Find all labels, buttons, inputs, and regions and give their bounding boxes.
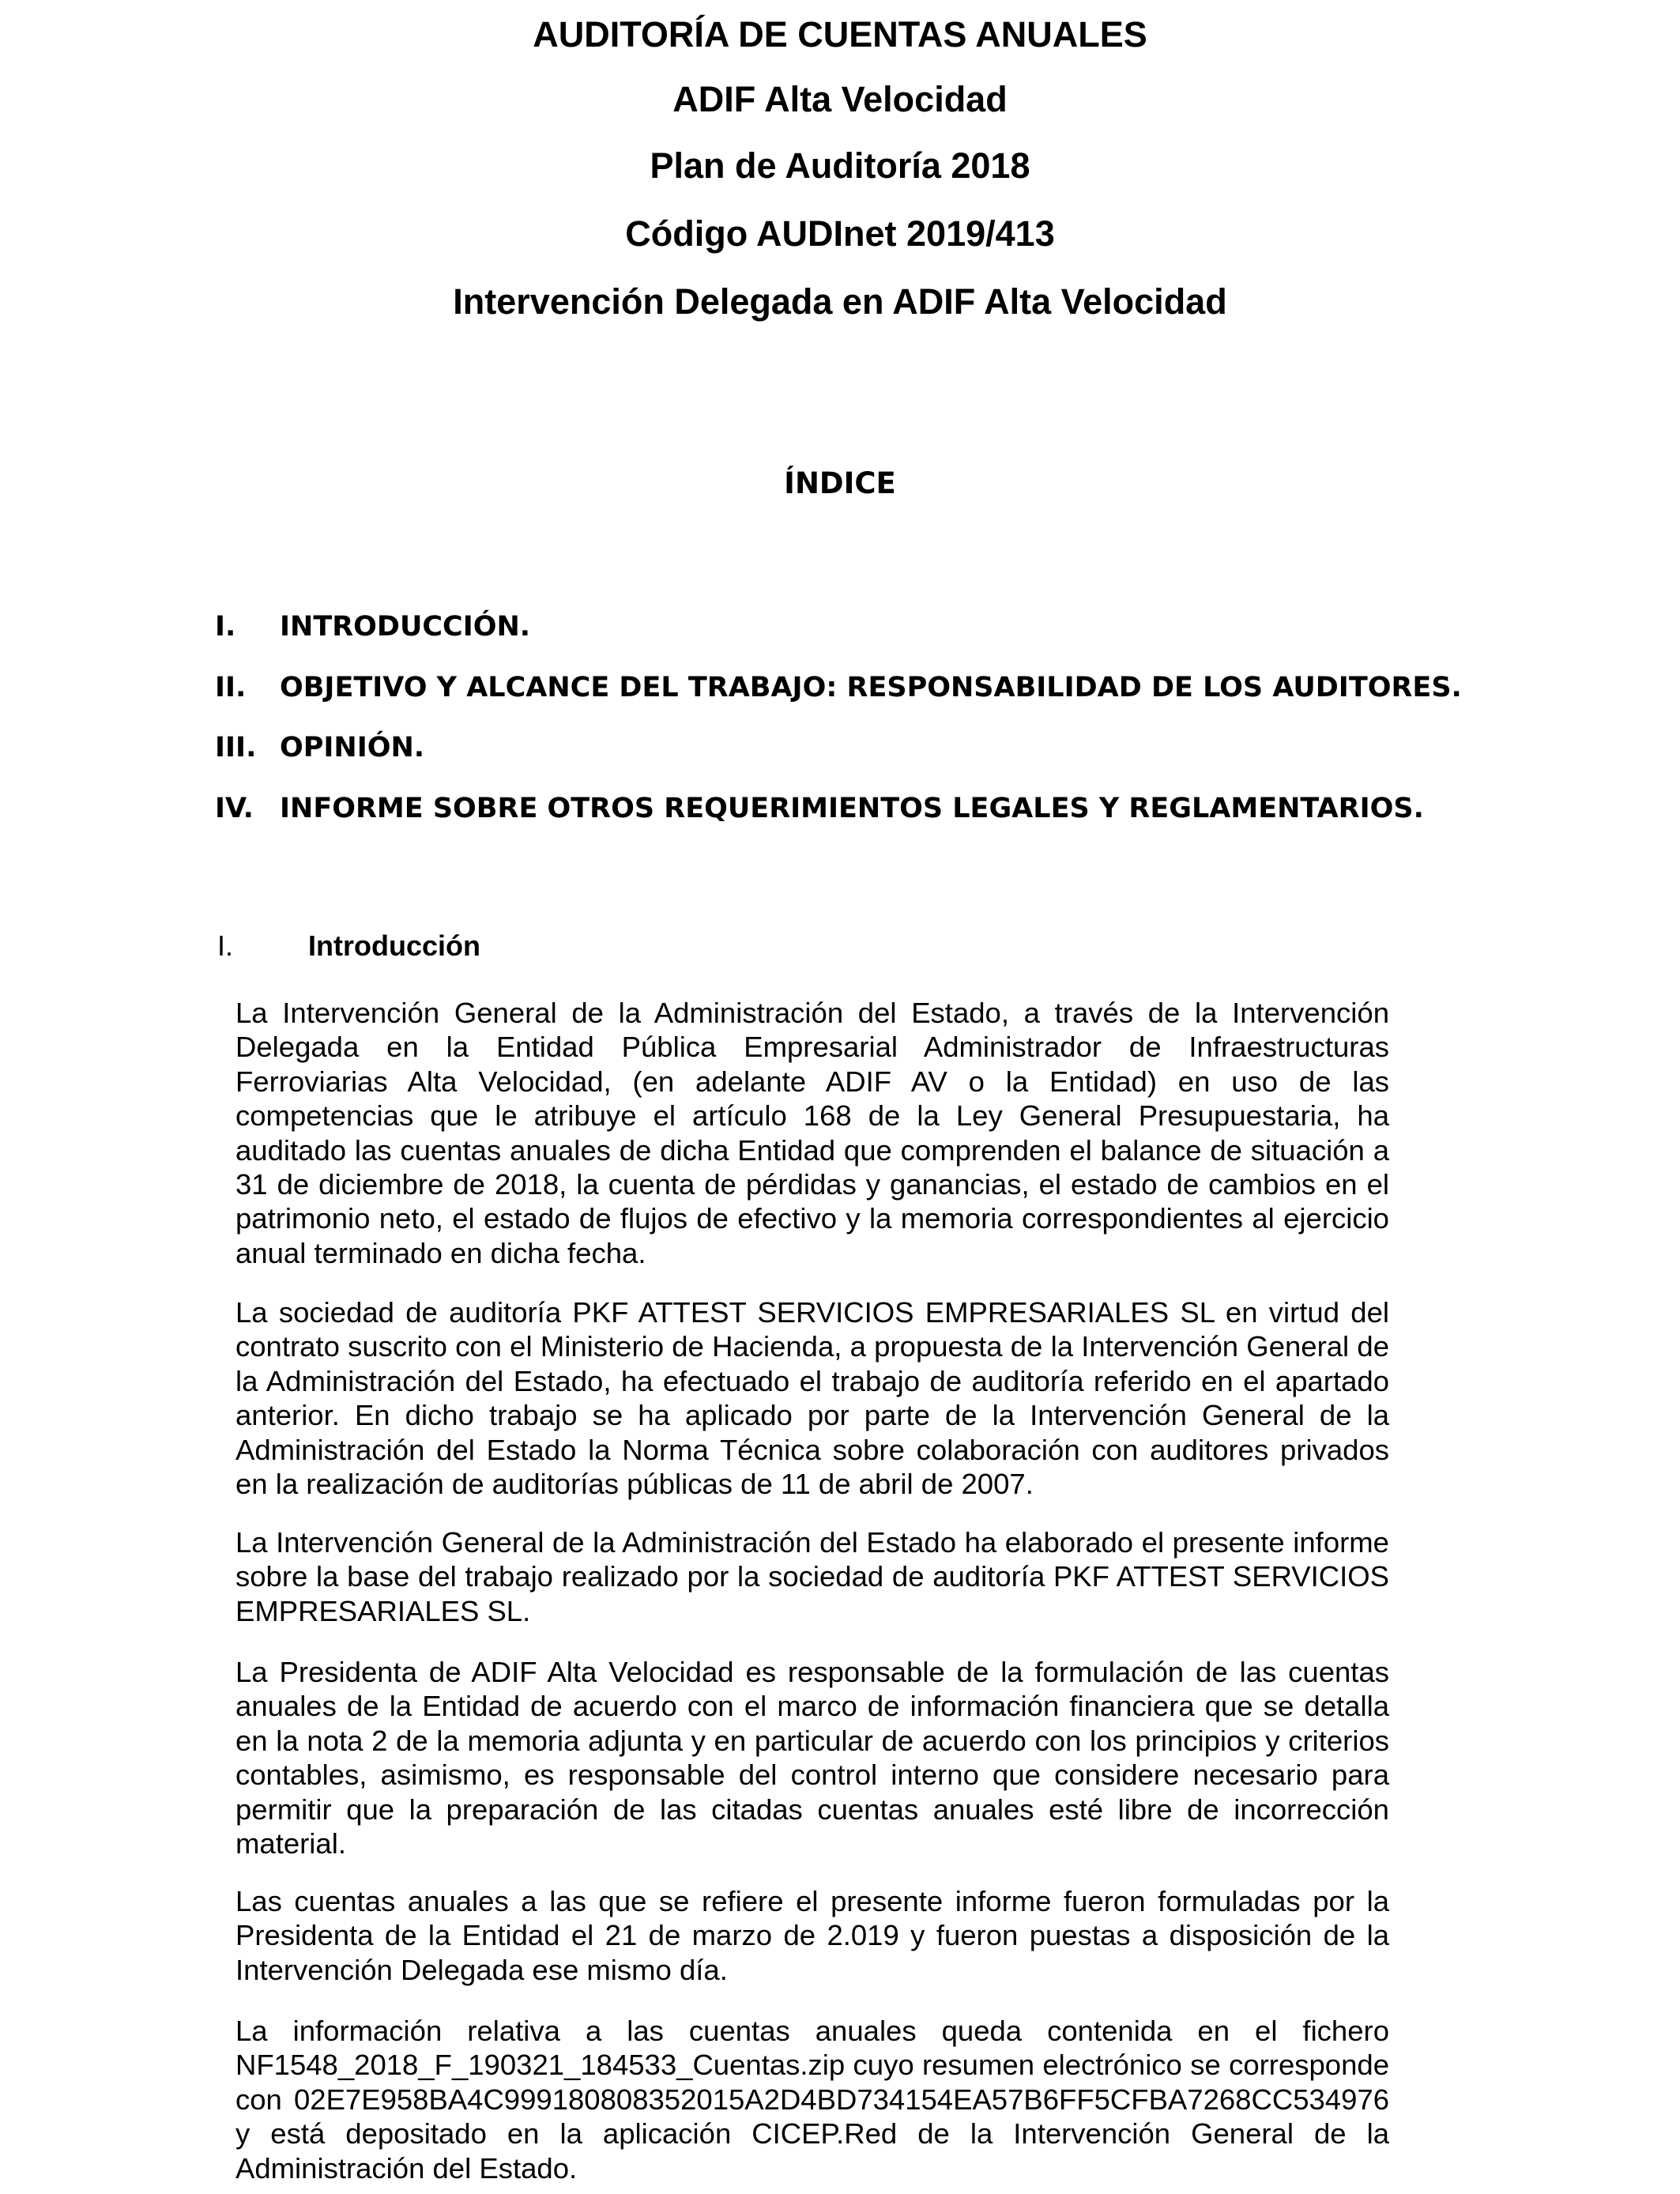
paragraph: La información relativa a las cuentas anuales queda contenida en el fichero NF1548_2018_F_190321_184533_Cuentas.zip cuyo resumen electrónico se corresponde con 02E7E958BA4C999180808352015A2D4BD734154EA57B6FF5CFBA7268CC534976 y está depositado en la aplicación CICEP.Red de la Intervención General de la Administración del Estado. <box>235 2015 1389 2185</box>
toc-item-label: OBJETIVO Y ALCANCE DEL TRABAJO: RESPONSABILIDAD DE LOS AUDITORES. <box>280 672 1462 703</box>
document-title: AUDITORÍA DE CUENTAS ANUALES <box>533 14 1147 55</box>
index-title: ÍNDICE <box>784 466 896 500</box>
toc-item-number: III. <box>215 732 257 763</box>
toc-item <box>215 665 1462 710</box>
audinet-code: Código AUDInet 2019/413 <box>625 213 1055 254</box>
toc-item-number: IV. <box>215 793 254 824</box>
paragraph: La Presidenta de ADIF Alta Velocidad es responsable de la formulación de las cuentas anuales de la Entidad de acuerdo con el marco de información financiera que se detalla en la nota 2 de la memoria adjunta y en particular de acuerdo con los principios y criterios contables, asimismo, es responsable del control interno que considere necesario para permitir que la preparación de las citadas cuentas anuales esté libre de incorrección material. <box>235 1656 1389 1860</box>
audit-plan: Plan de Auditoría 2018 <box>650 145 1030 186</box>
toc-item-number: II. <box>215 672 247 703</box>
toc-item <box>215 726 424 770</box>
section-heading <box>217 926 480 966</box>
toc-item <box>215 605 530 649</box>
paragraph: La sociedad de auditoría PKF ATTEST SERVICIOS EMPRESARIALES SL en virtud del contrato suscrito con el Ministerio de Hacienda, a propuesta de la Intervención General de la Administración del Estado, ha efectuado el trabajo de auditoría referido en el apartado anterior. En dicho trabajo se ha aplicado por parte de la Intervención General de la Administración del Estado la Norma Técnica sobre colaboración con auditores privados en la realización de auditorías públicas de 11 de abril de 2007. <box>235 1296 1389 1501</box>
toc-item-label: OPINIÓN. <box>280 732 425 763</box>
delegated-intervention: Intervención Delegada en ADIF Alta Velocidad <box>453 281 1227 322</box>
paragraph: La Intervención General de la Administración del Estado ha elaborado el presente informe sobre la base del trabajo realizado por la sociedad de auditoría PKF ATTEST SERVICIOS EMPRESARIALES SL. <box>235 1526 1389 1627</box>
toc-item-label: INFORME SOBRE OTROS REQUERIMIENTOS LEGALES Y REGLAMENTARIOS. <box>280 793 1424 824</box>
toc-item-label: INTRODUCCIÓN. <box>280 611 531 643</box>
toc-item <box>215 786 1424 831</box>
toc-item-number: I. <box>215 611 236 643</box>
paragraph: Las cuentas anuales a las que se refiere el presente informe fueron formuladas por la Presidenta de la Entidad el 21 de marzo de 2.019 y fueron puestas a disposición de la Intervención Delegada ese mismo día. <box>235 1885 1389 1986</box>
entity-name: ADIF Alta Velocidad <box>672 79 1008 119</box>
section-number: I. <box>217 929 234 962</box>
section-title: Introducción <box>308 929 480 962</box>
paragraph: La Intervención General de la Administración del Estado, a través de la Intervención Delegada en la Entidad Pública Empresarial Administrador de Infraestructuras Ferroviarias Alta Velocidad, (en adelante ADIF AV o la Entidad) en uso de las competencias que le atribuye el artículo 168 de la Ley General Presupuestaria, ha auditado las cuentas anuales de dicha Entidad que comprenden el balance de situación a 31 de diciembre de 2018, la cuenta de pérdidas y ganancias, el estado de cambios en el patrimonio neto, el estado de flujos de efectivo y la memoria correspondientes al ejercicio anual terminado en dicha fecha. <box>235 997 1389 1269</box>
